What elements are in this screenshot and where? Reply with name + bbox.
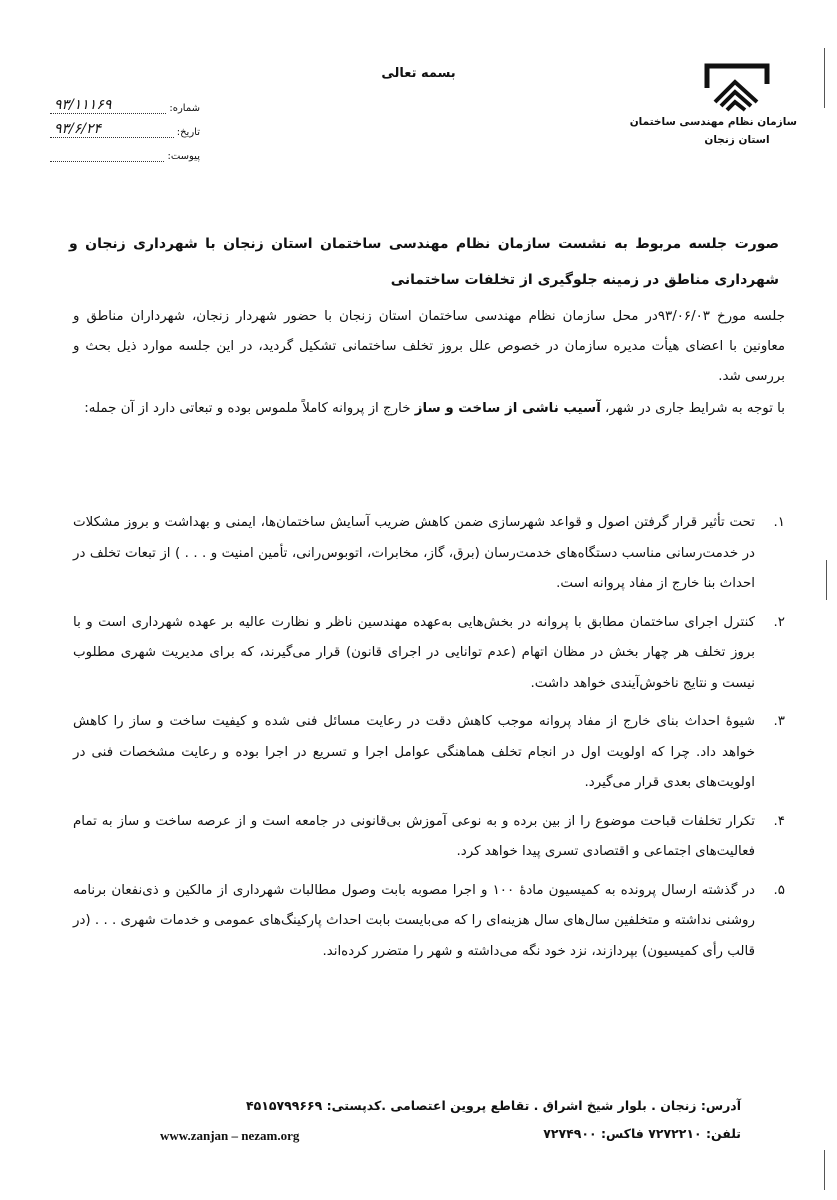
scan-edge-line [824, 1150, 825, 1190]
letter-metadata [50, 90, 200, 162]
list-item [73, 807, 785, 868]
list-item [73, 876, 785, 968]
letter-date-label: تاریخ: [176, 127, 200, 138]
list-item-text: تکرار تخلفات قباحت موضوع را از بین برده و به نوعی آموزش بی‌قانونی در جامعه است و از عرصه ساخت و ساز به تمام فعالیت‌های اجتماعی و اقتصادی تسری پیدا خواهد کرد. [73, 813, 755, 859]
context-text-bold: آسیب ناشی از ساخت و ساز [414, 401, 601, 416]
letter-attachment-value [50, 161, 164, 162]
context-paragraph [73, 394, 785, 424]
list-item-number: ۵. [773, 882, 785, 898]
letter-date-value: ۹۳/۶/۲۴ [50, 121, 174, 138]
organization-logo-block [629, 58, 797, 146]
list-item [73, 707, 785, 799]
consequences-list [73, 508, 785, 975]
organization-name: سازمان نظام مهندسی ساختمان [629, 116, 797, 128]
list-item-text: تحت تأثیر قرار گرفتن اصول و قواعد شهرسازی ضمن کاهش ضریب آسایش ساختمان‌ها، ایمنی و بهداشت و بروز مشکلات در خدمت‌رسانی مناسب دستگاه‌های خدمت‌رسان (برق، گاز، مخابرات، اتوبوس‌رانی، تأمین امنیت و . . . ) از تبعات تخلف در احداث بنا خارج از مفاد پروانه است. [73, 515, 755, 591]
organization-province: استان زنجان [704, 134, 770, 146]
letter-number-row [50, 90, 200, 114]
footer-phone: تلفن: ۷۲۷۲۲۱۰ فاکس: ۷۲۷۴۹۰۰ [543, 1126, 741, 1141]
list-item-text: کنترل اجرای ساختمان مطابق با پروانه در بخش‌هایی به‌عهده مهندسین ناظر و نظارت عالیه بر عهده شهرداری است و با بروز تخلف هر چهار بخش در مظان اتهام (عدم توانایی در اجرای قانون) قرار می‌گیرند، که برای مدیریت شهری مطلوب نیست و نتایج ناخوش‌آیندی خواهد داشت. [73, 614, 755, 691]
document-title: صورت جلسه مربوط به نشست سازمان نظام مهندسی ساختمان استان زنجان با شهرداری زنجان و شهرداری مناطق در زمینه جلوگیری از تخلفات ساختمانی [69, 236, 779, 288]
context-text-end: خارج از پروانه کاملاً ملموس بوده و تبعاتی دارد از آن جمله: [84, 401, 415, 416]
letter-date-row [50, 114, 200, 138]
letter-number-value: ۹۳/۱۱۱۶۹ [50, 97, 166, 114]
list-item-number: ۴. [773, 813, 785, 829]
letter-number-label: شماره: [169, 103, 200, 114]
footer-contact [246, 1098, 741, 1154]
scan-edge-line [826, 560, 827, 600]
list-item [73, 608, 785, 700]
list-item-number: ۱. [773, 515, 785, 530]
basmala-heading: بسمه تعالی [381, 66, 456, 81]
footer-address: آدرس: زنجان . بلوار شیخ اشراق . تقاطع پروین اعتصامی .کدپستی: ۴۵۱۵۷۹۹۶۶۹ [246, 1098, 741, 1113]
letter-attachment-row [50, 138, 200, 162]
list-item-text: شیوهٔ احداث بنای خارج از مفاد پروانه موجب کاهش دقت در رعایت مسائل فنی شده و کیفیت ساخت و ساز را کاهش خواهد داد. چرا که اولویت اول در انجام تخلف هماهنگی عوامل اجرا و تسریع در اجرا بوده و رعایت مشخصات فنی در اولویت‌های بعدی قرار می‌گیرد. [73, 714, 755, 790]
footer-website[interactable]: www.zanjan – nezam.org [160, 1128, 300, 1143]
context-text-start: با توجه به شرایط جاری در شهر، [600, 401, 785, 416]
list-item-number: ۲. [773, 614, 785, 630]
list-item [73, 508, 785, 600]
organization-logo-icon [701, 58, 773, 112]
letter-attachment-label: پیوست: [167, 151, 200, 162]
list-item-number: ۳. [773, 714, 785, 729]
list-item-text: در گذشته ارسال پرونده به کمیسیون مادهٔ ۱۰۰ و اجرا مصوبه بابت وصول مطالبات شهرداری از مالکین و ذی‌نفعان برنامه روشنی نداشته و متخلفین سال‌های سال هزینه‌ای را که می‌بایست بابت احداث پارکینگ‌های عمومی و خدمات شهری . . . (در قالب رأی کمیسیون) بپردازند، نزد خود نگه می‌داشته و شهر را متضرر کرده‌اند. [73, 882, 755, 959]
intro-paragraph: جلسه مورخ ۹۳/۰۶/۰۳در محل سازمان نظام مهندسی ساختمان استان زنجان با حضور شهردار زنجان، شهرداران مناطق و معاونین با اعضای هیأت مدیره سازمان در خصوص علل بروز تخلف ساختمانی تشکیل گردید، در این جلسه موارد ذیل بحث و بررسی شد. [73, 309, 785, 384]
